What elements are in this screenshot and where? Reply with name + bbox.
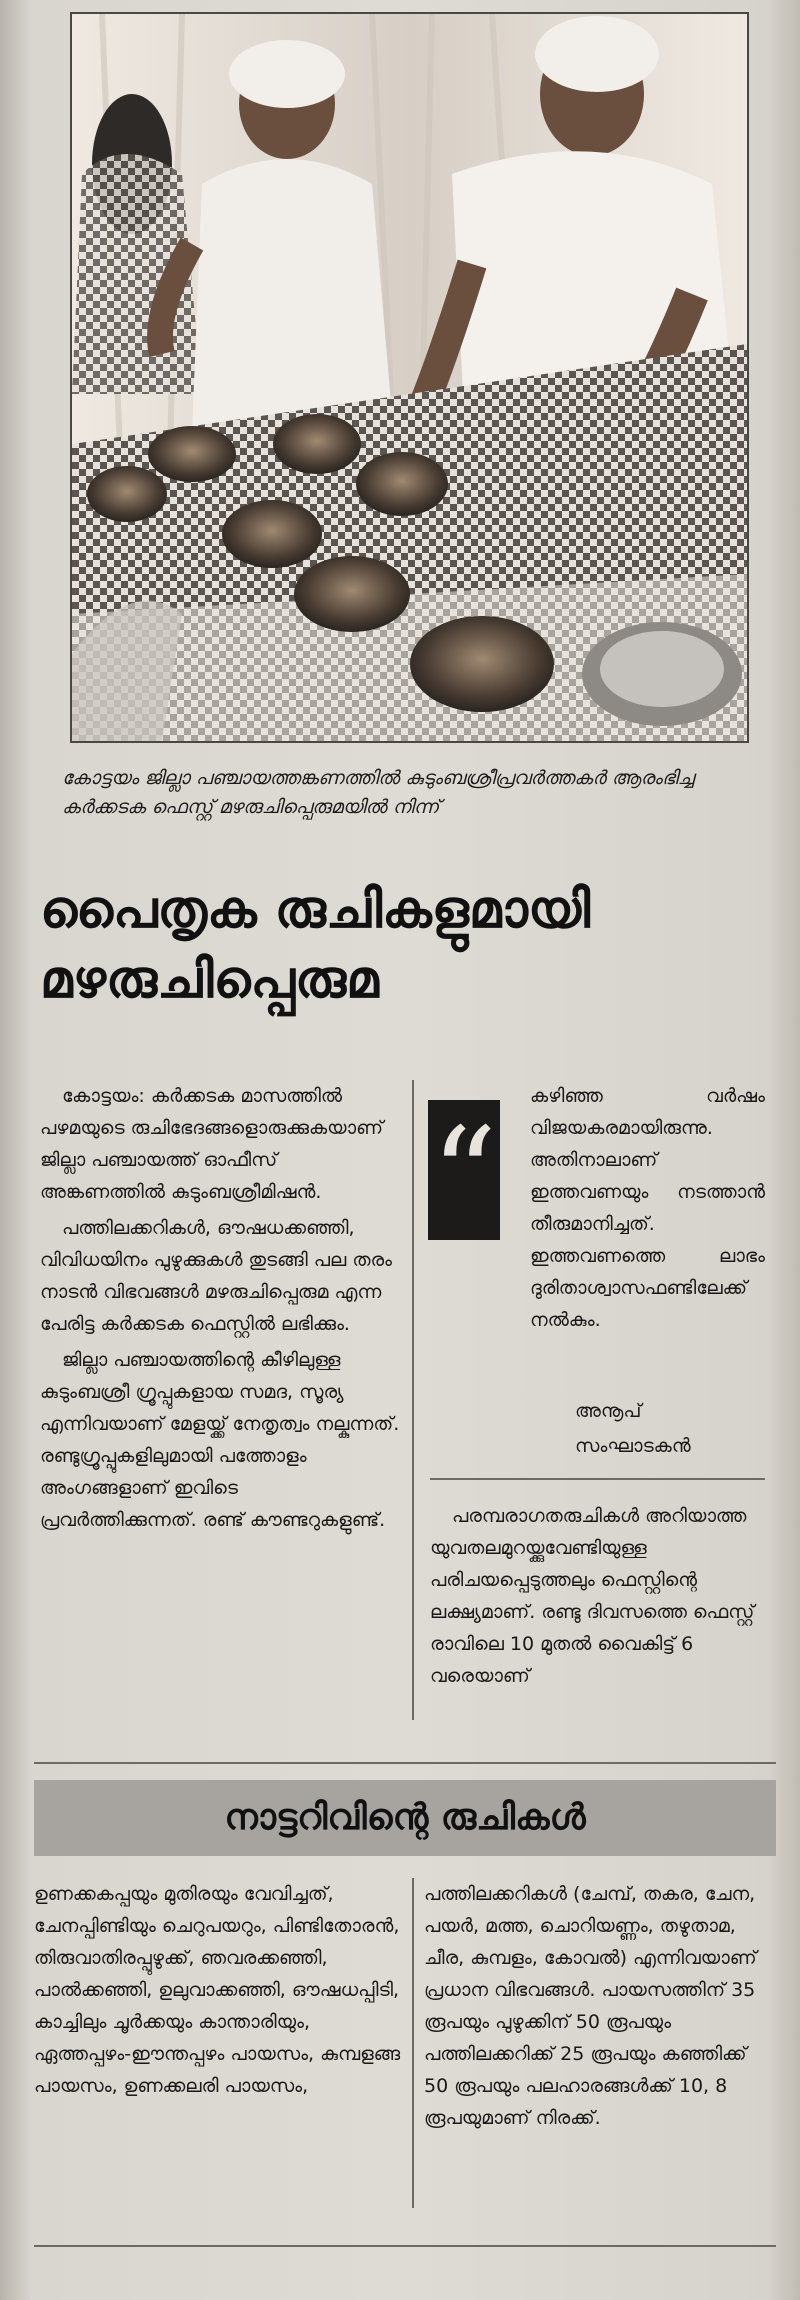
page-bottom-rule — [34, 2245, 776, 2247]
paragraph: ജില്ലാ പഞ്ചായത്തിന്റെ കീഴിലുള്ള കുടുംബശ്രീ ഗ്രൂപ്പുകളായ സമദ, സൂര്യ എന്നിവയാണ് മേളയ്ക്ക് നേതൃത്വം നല്കുന്നത്. രണ്ടുഗ്രൂപ്പുകളിലുമായി പത്തോളം അംഗങ്ങളാണ് ഇവിടെ പ്രവർത്തിക്കുന്നത്. രണ്ട് കൗണ്ടറുകളുണ്ട്. — [40, 1349, 400, 1531]
paragraph: പരമ്പരാഗതരുചികൾ അറിയാത്ത യുവതലമുറയ്ക്കുവേണ്ടിയുള്ള പരിചയപ്പെടുത്തലും ഫെസ്റ്റിന്റെ ലക്ഷ്യമാണ്. രണ്ടു ദിവസത്തെ ഫെസ്റ്റ് രാവിലെ 10 മുതൽ വൈകിട്ട് 6 വരെയാണ് — [430, 1505, 755, 1687]
photo-caption: കോട്ടയം ജില്ലാ പഞ്ചായത്തങ്കണത്തിൽ കുടുംബശ്രീപ്രവർത്തകർ ആരംഭിച്ച കർക്കടക ഫെസ്റ്റ് മഴരുചിപ്പെരുമയിൽ നിന്ന് — [62, 767, 694, 818]
headline-line-1: പൈതൃക രുചികളുമായി — [40, 880, 591, 940]
headline-line-2: മഴരുചിപ്പെരുമ — [40, 950, 379, 1010]
article-photo — [70, 12, 749, 743]
pull-quote: കഴിഞ്ഞ വർഷം വിജയകരമായിരുന്നു. അതിനാലാണ് ഇത്തവണയും നടത്താൻ തീരുമാനിച്ചത്. ഇത്തവണത്തെ ലാഭം ദുരിതാശ്വാസഫണ്ടിലേക്ക് നൽകും. — [530, 1085, 765, 1331]
paragraph: കോട്ടയം: കർക്കടക മാസത്തിൽ പഴമയുടെ രുചിഭേദങ്ങളൊരുക്കുകയാണ് ജില്ലാ പഞ്ചായത്ത് ഓഫീസ് അങ്കണത്തിൽ കുടുംബശ്രീമിഷൻ. — [40, 1085, 384, 1203]
paragraph: പത്തിലക്കറികൾ (ചേമ്പ്, തകര, ചേന, പയർ, മത്ത, ചൊറിയണ്ണം, തഴുതാമ, ചീര, കുമ്പളം, കോവൽ) എന്നിവയാണ് പ്രധാന വിഭവങ്ങൾ. പായസത്തിന് 35 രൂപയും പുഴുക്കിന് 50 രൂപയും പത്തിലക്കറിക്ക് 25 രൂപയും കഞ്ഞിക്ക് 50 രൂപയും പലഹാരങ്ങൾക്ക് 10, 8 രൂപയുമാണ് നിരക്ക്. — [424, 1883, 757, 2129]
paragraph: ഉണക്കകപ്പയും മുതിരയും വേവിച്ചത്, ചേനപ്പിണ്ടിയും ചെറുപയറും, പിണ്ടിതോരൻ, തിരുവാതിരപ്പുഴുക്ക്, ഞവരക്കഞ്ഞി, പാൽക്കഞ്ഞി, ഉലുവാക്കഞ്ഞി, ഔഷധപ്പിടി, കാച്ചിലും ചൂർക്കയും കാന്താരിയും, ഏത്തപ്പഴം-ഈന്തപ്പഴം പായസം, കുമ്പളങ്ങ പായസം, ഉണക്കലരി പായസം, — [34, 1883, 401, 2097]
left-column — [40, 1080, 400, 1540]
quote-mark-icon: “ — [428, 1100, 500, 1240]
column-divider — [412, 1080, 414, 1720]
section-divider — [34, 1762, 776, 1764]
food-festival-photo — [72, 14, 747, 741]
bottom-left-column — [34, 1878, 406, 2106]
headline — [40, 875, 770, 1015]
quote-author-role: സംഘാടകൻ — [575, 1435, 691, 1457]
quote-divider — [430, 1478, 765, 1480]
paragraph: പത്തിലക്കറികൾ, ഔഷധക്കഞ്ഞി, വിവിധയിനം പുഴുക്കുകൾ തുടങ്ങി പല തരം നാടൻ വിഭവങ്ങൾ മഴരുചിപ്പെരുമ എന്ന പേരിട്ട കർക്കടക ഫെസ്റ്റിൽ ലഭിക്കും. — [40, 1217, 393, 1335]
column-divider — [412, 1878, 414, 2208]
subhead: നാട്ടറിവിന്റെ രുചികൾ — [224, 1797, 586, 1838]
right-column — [430, 1500, 765, 1696]
quote-author-name: അനൂപ് — [575, 1400, 642, 1422]
bottom-right-column — [424, 1878, 769, 2138]
